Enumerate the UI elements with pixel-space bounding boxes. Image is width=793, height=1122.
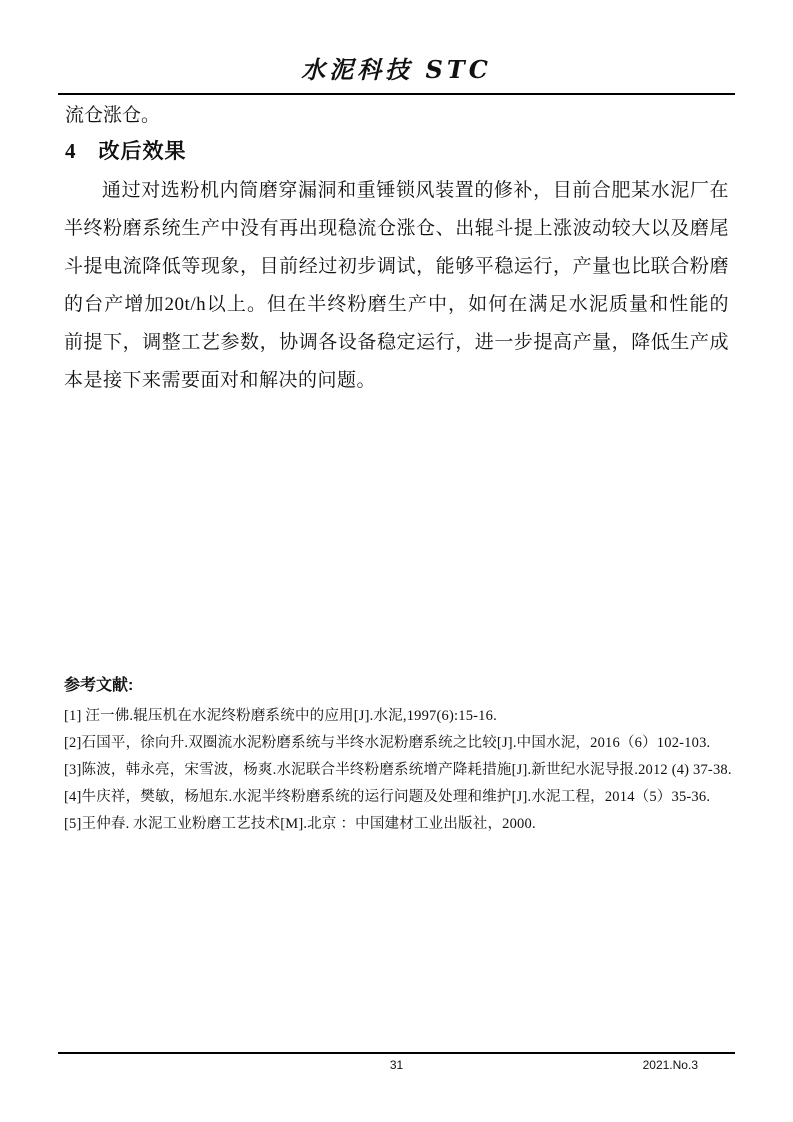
issue-label: 2021.No.3	[642, 1058, 698, 1072]
section-heading	[65, 135, 187, 165]
reference-item: [5]王仲春. 水泥工业粉磨工艺技术[M].北京 ：中国建材工业出版社，2000.	[64, 816, 536, 832]
carryover-text: 流仓涨仓。	[65, 105, 161, 126]
references-heading: 参考文献:	[64, 677, 134, 694]
references-list	[64, 703, 744, 838]
reference-item: [3]陈波，韩永亮，宋雪波，杨爽.水泥联合半终粉磨系统增产降耗措施[J].新世纪水泥导报.2012 (4) 37-38.	[64, 762, 732, 778]
journal-header-title: 水泥科技 STC	[301, 55, 492, 84]
section-title: 改后效果	[98, 140, 187, 163]
page-number: 31	[389, 1058, 404, 1072]
references-section	[64, 672, 744, 838]
reference-item: [4]牛庆祥，樊敏，杨旭东.水泥半终粉磨系统的运行问题及处理和维护[J].水泥工程，2014（5）35-36.	[64, 789, 711, 805]
footer-rule	[58, 1052, 735, 1054]
reference-item: [2]石国平，徐向升.双圈流水泥粉磨系统与半终水泥粉磨系统之比较[J].中国水泥，2016（6）102-103.	[64, 735, 711, 751]
reference-item: [1] 汪一佛.辊压机在水泥终粉磨系统中的应用[J].水泥,1997(6):15-16.	[64, 708, 497, 724]
header-rule	[58, 93, 735, 95]
body-paragraph: 通过对选粉机内筒磨穿漏洞和重锤锁风装置的修补，目前合肥某水泥厂在半终粉磨系统生产中没有再出现稳流仓涨仓、出辊斗提上涨波动较大以及磨尾斗提电流降低等现象，目前经过初步调试，能够平稳运行，产量也比联合粉磨的台产增加20t/h以上。但在半终粉磨生产中，如何在满足水泥质量和性能的前提下，调整工艺参数，协调各设备稳定运行，进一步提高产量，降低生产成本是接下来需要面对和解决的问题。	[64, 180, 729, 391]
section-number: 4	[65, 139, 77, 163]
